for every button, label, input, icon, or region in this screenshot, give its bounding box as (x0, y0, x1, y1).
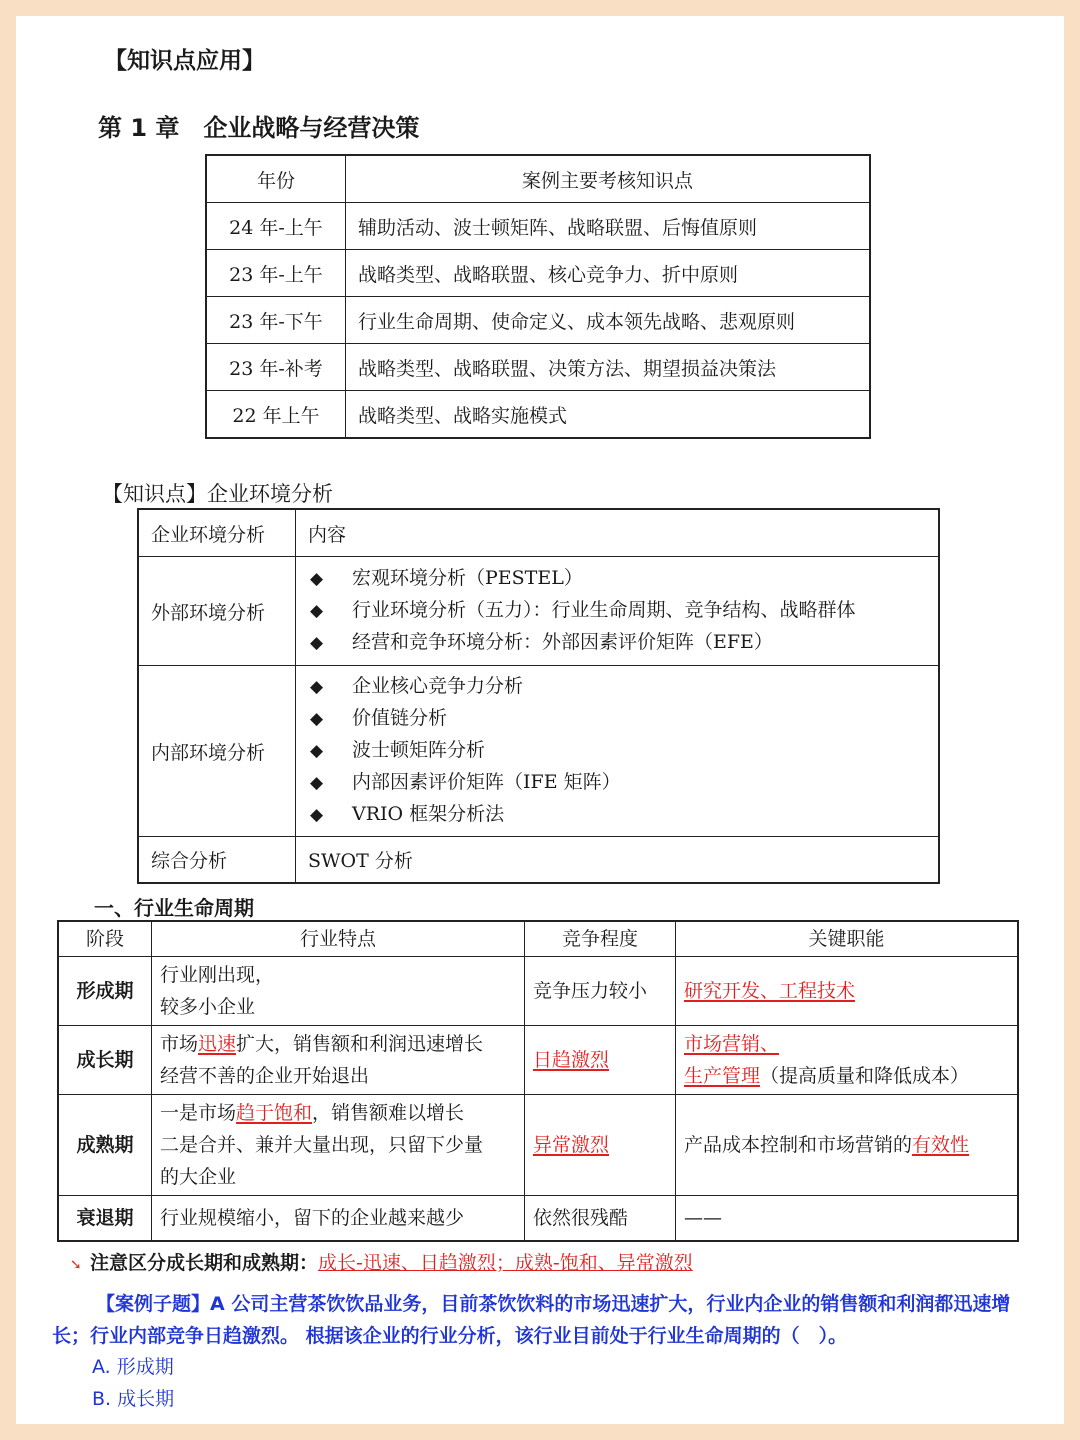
feature-line: 的大企业 (160, 1166, 237, 1188)
feature-cell (152, 957, 525, 1026)
lifecycle-title: 一、行业生命周期 (94, 896, 254, 920)
table-header-row (138, 509, 939, 557)
note-prefix: 注意区分成长期和成熟期： (90, 1252, 319, 1274)
header-year: 年份 (206, 155, 346, 203)
note-line (70, 1248, 693, 1275)
case-question: 【案例子题】A 公司主营茶饮饮品业务，目前茶饮饮料的市场迅速扩大，行业内企业的销售额和利润都迅速增长；行业内部竞争日趋激烈。 根据该企业的行业分析，该行业目前处于行业生命周期的（ ）。 (52, 1293, 1011, 1347)
points-cell: 战略类型、战略联盟、核心竞争力、折中原则 (346, 250, 871, 297)
feature-text: 一是市场 (160, 1102, 237, 1124)
comprehensive-label: 综合分析 (138, 837, 296, 884)
table-row (58, 1196, 1018, 1242)
feature-cell: 行业规模缩小，留下的企业越来越少 (152, 1196, 525, 1242)
highlight-text: 有效性 (912, 1134, 970, 1156)
header-content: 内容 (296, 509, 940, 557)
table-row (206, 250, 870, 297)
year-cell: 22 年上午 (206, 391, 346, 439)
header-points: 案例主要考核知识点 (346, 155, 871, 203)
header-competition: 竞争程度 (525, 921, 676, 957)
year-cell: 24 年-上午 (206, 203, 346, 250)
arrow-down-icon: ➘ (70, 1257, 82, 1273)
feature-cell (152, 1026, 525, 1095)
table-header-row (206, 155, 870, 203)
stage-cell: 成熟期 (58, 1095, 152, 1196)
external-content (296, 557, 940, 666)
function-text: 产品成本控制和市场营销的 (684, 1134, 913, 1156)
bullet-item: ◆ 价值链分析 (308, 703, 926, 735)
table-row (138, 557, 939, 666)
highlight-text: 研究开发、工程技术 (684, 980, 856, 1002)
header-function: 关键职能 (676, 921, 1019, 957)
chapter-title: 第 1 章 企业战略与经营决策 (98, 114, 420, 142)
table-row (206, 391, 870, 439)
function-cell (676, 1026, 1019, 1095)
option-a[interactable]: A. 形成期 (92, 1356, 174, 1378)
feature-text: ，销售额难以增长 (312, 1102, 465, 1124)
competition-cell: 依然很残酷 (525, 1196, 676, 1242)
points-cell: 战略类型、战略联盟、决策方法、期望损益决策法 (346, 344, 871, 391)
year-cell: 23 年-上午 (206, 250, 346, 297)
feature-line: 经营不善的企业开始退出 (160, 1065, 370, 1087)
highlight-text: 市场营销、 (684, 1033, 780, 1055)
option-b[interactable]: B. 成长期 (92, 1388, 175, 1410)
highlight-text: 异常激烈 (533, 1134, 610, 1156)
highlight-text: 日趋激烈 (533, 1049, 610, 1071)
highlight-text: 生产管理 (684, 1065, 761, 1087)
competition-cell (525, 1026, 676, 1095)
bullet-item: ◆ 波士顿矩阵分析 (308, 735, 926, 767)
year-cell: 23 年-补考 (206, 344, 346, 391)
function-cell (676, 957, 1019, 1026)
bullet-item: ◆ VRIO 框架分析法 (308, 799, 926, 831)
exam-points-table (205, 154, 871, 439)
header-stage: 阶段 (58, 921, 152, 957)
function-cell (676, 1095, 1019, 1196)
feature-cell (152, 1095, 525, 1196)
competition-cell (525, 1095, 676, 1196)
function-text: （提高质量和降低成本） (760, 1065, 970, 1087)
table-row (138, 837, 939, 884)
feature-line: 二是合并、兼并大量出现，只留下少量 (160, 1134, 484, 1156)
feature-text: 扩大，销售额和利润迅速增长 (236, 1033, 484, 1055)
internal-label: 内部环境分析 (138, 666, 296, 837)
bullet-item: ◆ 企业核心竞争力分析 (308, 671, 926, 703)
feature-line: 较多小企业 (160, 996, 256, 1018)
table-header-row (58, 921, 1018, 957)
highlight-text: 迅速 (198, 1033, 237, 1055)
knowledge-title: 【知识点】企业环境分析 (102, 482, 333, 506)
section-title: 【知识点应用】 (104, 48, 265, 74)
document-page (16, 16, 1064, 1424)
highlight-text: 趋于饱和 (236, 1102, 313, 1124)
table-row (206, 297, 870, 344)
year-cell: 23 年-下午 (206, 297, 346, 344)
comprehensive-content: SWOT 分析 (296, 837, 940, 884)
function-cell: —— (676, 1196, 1019, 1242)
points-cell: 辅助活动、波士顿矩阵、战略联盟、后悔值原则 (346, 203, 871, 250)
table-row (58, 1026, 1018, 1095)
internal-content (296, 666, 940, 837)
note-highlight: 成长-迅速、日趋激烈；成熟-饱和、异常激烈 (318, 1252, 693, 1274)
table-row (58, 1095, 1018, 1196)
table-row (206, 344, 870, 391)
bullet-item: ◆ 经营和竞争环境分析：外部因素评价矩阵（EFE） (308, 627, 926, 659)
stage-cell: 形成期 (58, 957, 152, 1026)
bullet-item: ◆ 行业环境分析（五力）：行业生命周期、竞争结构、战略群体 (308, 595, 926, 627)
feature-line: 行业刚出现， (160, 964, 275, 986)
header-feature: 行业特点 (152, 921, 525, 957)
table-row (206, 203, 870, 250)
header-analysis: 企业环境分析 (138, 509, 296, 557)
table-row (138, 666, 939, 837)
stage-cell: 成长期 (58, 1026, 152, 1095)
environment-analysis-table (137, 508, 940, 884)
bullet-item: ◆ 内部因素评价矩阵（IFE 矩阵） (308, 767, 926, 799)
feature-text: 市场 (160, 1033, 199, 1055)
points-cell: 战略类型、战略实施模式 (346, 391, 871, 439)
points-cell: 行业生命周期、使命定义、成本领先战略、悲观原则 (346, 297, 871, 344)
lifecycle-table (57, 920, 1019, 1242)
bullet-item: ◆ 宏观环境分析（PESTEL） (308, 563, 926, 595)
external-label: 外部环境分析 (138, 557, 296, 666)
table-row (58, 957, 1018, 1026)
competition-cell: 竞争压力较小 (525, 957, 676, 1026)
stage-cell: 衰退期 (58, 1196, 152, 1242)
